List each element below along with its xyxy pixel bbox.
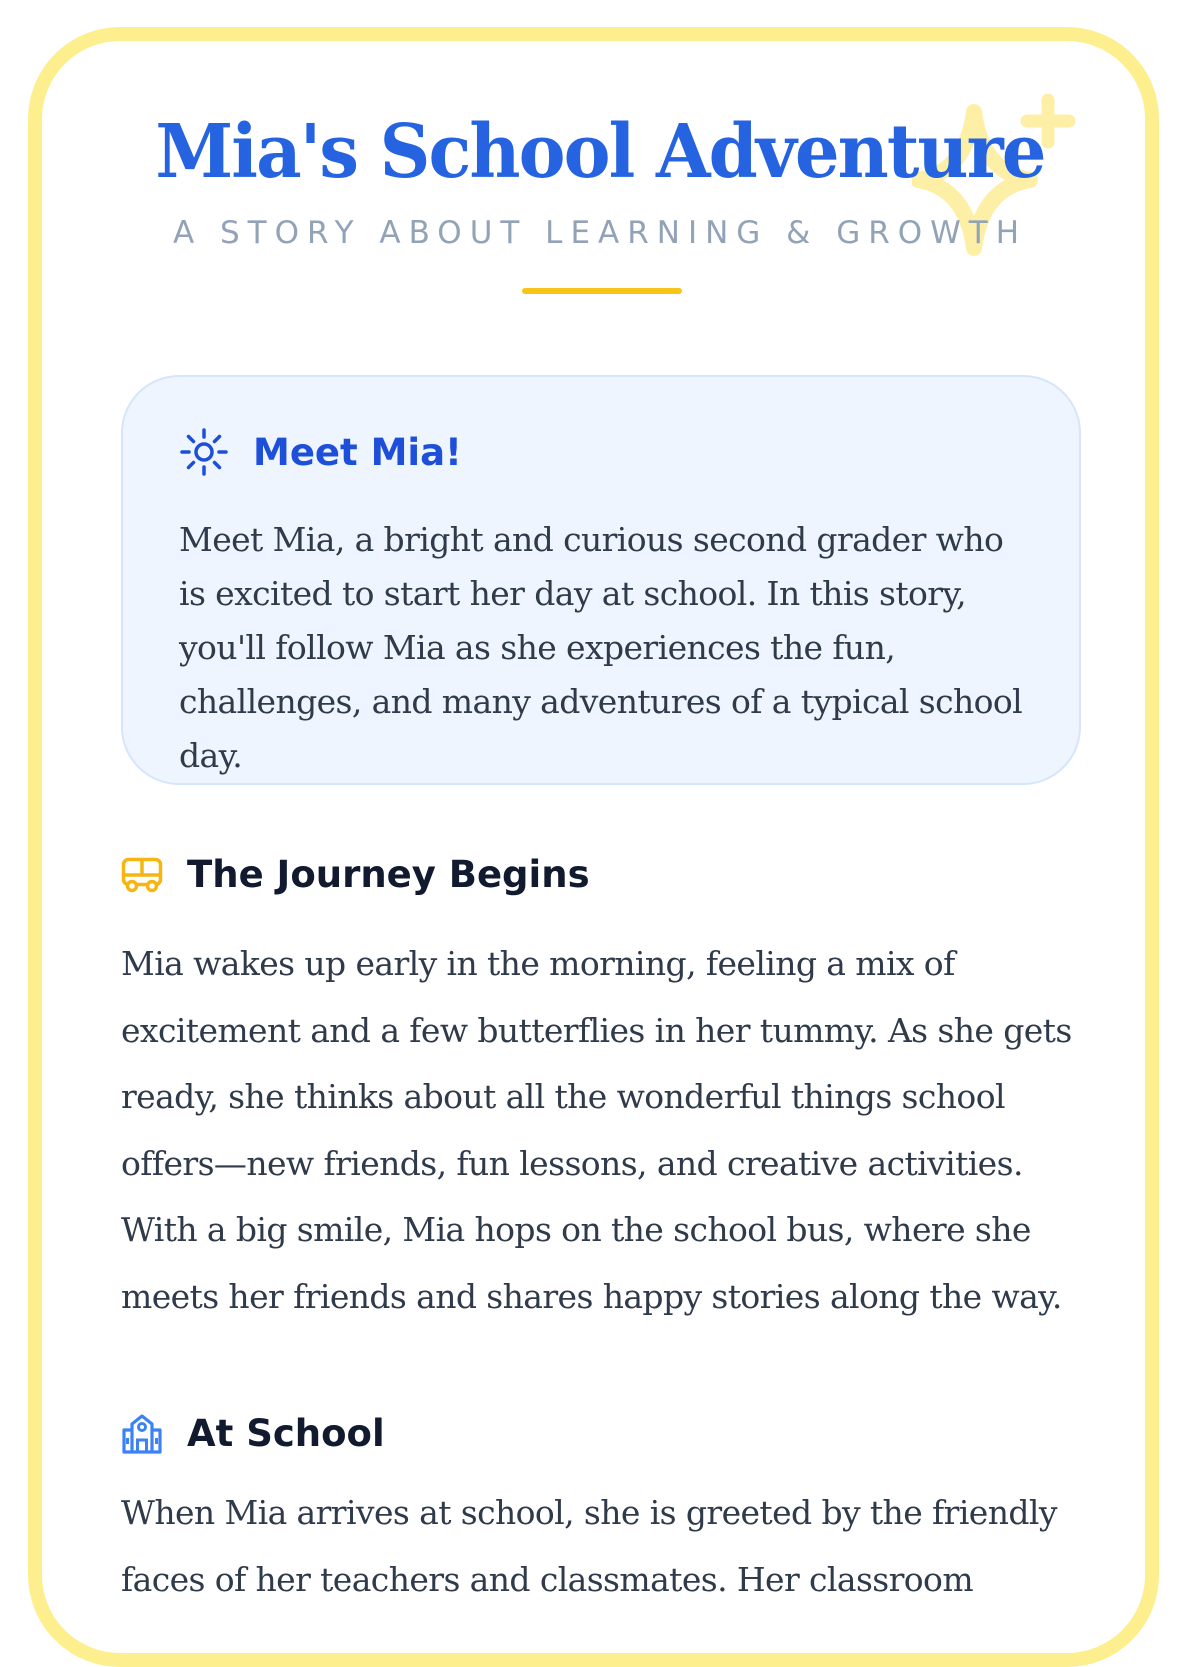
intro-text: Meet Mia, a bright and curious second grader who is excited to start her day at school. In this story, you'll follow Mia as she experiences the fun, challenges, and many adventures of a typical school day. <box>179 520 1023 775</box>
intro-title: Meet Mia! <box>253 430 462 474</box>
sun-icon <box>179 427 229 477</box>
section-journey-header <box>121 853 590 896</box>
section-school-header <box>121 1412 385 1454</box>
school-icon <box>121 1412 163 1454</box>
section-school-text: When Mia arrives at school, she is greeted by the friendly faces of her teachers and classmates. Her classroom <box>121 1493 1057 1599</box>
intro-header <box>179 427 462 477</box>
section-journey-title: The Journey Begins <box>187 853 590 896</box>
page-title: Mia's School Adventure <box>155 109 1045 195</box>
title-divider <box>522 288 682 294</box>
page-subtitle: A STORY ABOUT LEARNING & GROWTH <box>172 215 1028 251</box>
section-journey-text: Mia wakes up early in the morning, feeling a mix of excitement and a few butterflies in her tummy. As she gets ready, she thinks about all the wonderful things school offers—new friends, fun lessons, and creative activities. With a big smile, Mia hops on the school bus, where she meets her friends and shares happy stories along the way. <box>121 944 1072 1316</box>
intro-card <box>121 375 1081 785</box>
section-school-title: At School <box>187 1411 385 1455</box>
bus-icon <box>121 857 163 893</box>
